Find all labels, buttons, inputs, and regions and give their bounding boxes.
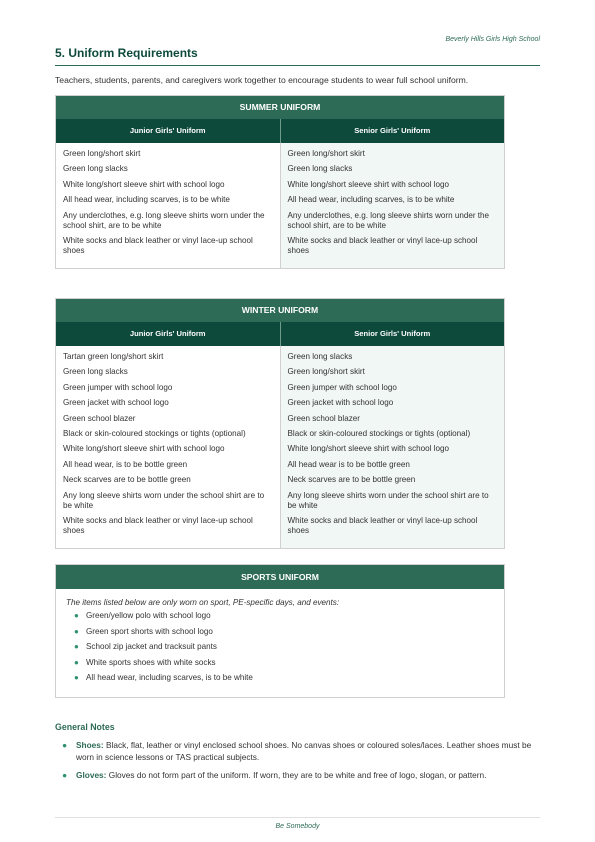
sports-intro: The items listed below are only worn on sport, PE-specific days, and events: bbox=[66, 598, 340, 607]
summer-senior-item: White socks and black leather or vinyl lace-up school shoes bbox=[287, 236, 478, 256]
winter-senior-item: Green long slacks bbox=[287, 352, 353, 361]
winter-junior-item: Tartan green long/short skirt bbox=[63, 352, 164, 361]
summer-senior-item: All head wear, including scarves, is to be white bbox=[287, 195, 455, 205]
winter-senior-item: All head wear is to be bottle green bbox=[287, 459, 410, 469]
winter-senior-item: Green jumper with school logo bbox=[287, 382, 397, 392]
bullet-icon: ● bbox=[62, 770, 68, 780]
winter-junior-heading: Junior Girls' Uniform bbox=[56, 322, 281, 346]
winter-junior-item: Green school blazer bbox=[63, 413, 136, 423]
section-title: 5. Uniform Requirements bbox=[55, 46, 198, 60]
winter-senior-item: Green long/short skirt bbox=[287, 367, 365, 377]
sports-item-list bbox=[56, 611, 504, 683]
sports-item-text: Green/yellow polo with school logo bbox=[86, 611, 211, 620]
winter-junior-item: All head wear, is to be bottle green bbox=[63, 459, 188, 469]
list-item bbox=[74, 627, 504, 637]
note-term: Gloves: bbox=[76, 770, 107, 780]
note-term: Shoes: bbox=[76, 740, 104, 750]
sports-uniform-title: SPORTS UNIFORM bbox=[56, 565, 504, 589]
winter-junior-item: White socks and black leather or vinyl lace-up school shoes bbox=[63, 516, 253, 536]
section-intro: Teachers, students, parents, and caregivers work together to encourage students to wear full school uniform. bbox=[55, 75, 469, 85]
list-item bbox=[74, 611, 504, 621]
winter-senior-item: Green jacket with school logo bbox=[287, 398, 394, 408]
summer-uniform-table bbox=[55, 95, 505, 269]
summer-junior-item: All head wear, including scarves, is to be white bbox=[63, 195, 230, 205]
list-item bbox=[74, 658, 504, 668]
sports-item-text: Green sport shorts with school logo bbox=[86, 626, 213, 636]
summer-column-headers bbox=[56, 119, 504, 143]
note-text: Gloves do not form part of the uniform. If worn, they are to be white and free of logo, slogan, or pattern. bbox=[106, 770, 487, 780]
winter-junior-item: Any long sleeve shirts worn under the school shirt are to be white bbox=[63, 490, 265, 510]
winter-senior-item: Neck scarves are to be bottle green bbox=[287, 475, 416, 485]
summer-junior-item: Green long slacks bbox=[63, 164, 128, 174]
footer-motto: Be Somebody bbox=[275, 823, 320, 830]
footer-divider bbox=[55, 817, 540, 818]
summer-junior-item: White long/short sleeve shirt with school logo bbox=[63, 179, 225, 189]
summer-senior-item: Green long/short skirt bbox=[287, 149, 365, 158]
winter-senior-item: Black or skin-coloured stockings or tights (optional) bbox=[287, 428, 471, 438]
winter-junior-item: Green long slacks bbox=[63, 367, 128, 377]
summer-junior-column bbox=[56, 143, 281, 268]
bullet-icon: ● bbox=[74, 673, 79, 682]
general-notes-heading: General Notes bbox=[55, 722, 115, 732]
sports-item-text: White sports shoes with white socks bbox=[86, 657, 216, 667]
summer-junior-item: White socks and black leather or vinyl lace-up school shoes bbox=[63, 236, 253, 256]
summer-senior-item: Any underclothes, e.g. long sleeve shirts worn under the school shirt, are to be white bbox=[287, 210, 490, 230]
winter-senior-column bbox=[281, 346, 505, 548]
winter-uniform-table bbox=[55, 298, 505, 549]
sports-uniform-table bbox=[55, 564, 505, 698]
winter-senior-heading: Senior Girls' Uniform bbox=[354, 329, 431, 338]
winter-junior-column bbox=[56, 346, 281, 548]
winter-junior-item: Neck scarves are to be bottle green bbox=[63, 475, 191, 485]
bullet-icon: ● bbox=[74, 611, 79, 620]
summer-senior-heading: Senior Girls' Uniform bbox=[354, 126, 431, 135]
winter-senior-item: White socks and black leather or vinyl lace-up school shoes bbox=[287, 516, 478, 536]
winter-junior-item: Green jacket with school logo bbox=[63, 398, 169, 408]
winter-senior-item: White long/short sleeve shirt with school logo bbox=[287, 444, 450, 454]
bullet-icon: ● bbox=[74, 626, 79, 636]
bullet-icon: ● bbox=[62, 740, 68, 750]
general-notes-list bbox=[62, 740, 540, 789]
winter-junior-item: Black or skin-coloured stockings or tights (optional) bbox=[63, 428, 246, 438]
list-item bbox=[74, 642, 504, 652]
winter-junior-item: White long/short sleeve shirt with school logo bbox=[63, 444, 225, 454]
winter-junior-item: Green jumper with school logo bbox=[63, 382, 173, 392]
summer-uniform-title: SUMMER UNIFORM bbox=[56, 96, 504, 119]
summer-junior-item: Any underclothes, e.g. long sleeve shirts worn under the school shirt, are to be white bbox=[63, 210, 265, 230]
bullet-icon: ● bbox=[74, 642, 79, 651]
summer-senior-column bbox=[281, 143, 505, 268]
summer-junior-heading: Junior Girls' Uniform bbox=[56, 119, 281, 143]
note-item-gloves bbox=[62, 770, 540, 782]
bullet-icon: ● bbox=[74, 657, 79, 667]
winter-senior-item: Any long sleeve shirts worn under the school shirt are to be white bbox=[287, 490, 489, 510]
list-item bbox=[74, 673, 504, 683]
summer-senior-item: White long/short sleeve shirt with school logo bbox=[287, 179, 450, 189]
winter-uniform-title: WINTER UNIFORM bbox=[56, 299, 504, 322]
school-name-header: Beverly Hills Girls High School bbox=[445, 36, 540, 43]
sports-item-text: All head wear, including scarves, is to be white bbox=[86, 673, 253, 682]
note-text: Black, flat, leather or vinyl enclosed school shoes. No canvas shoes or coloured soles/laces. Leather shoes must be worn in science lessons or TAS practical subjects. bbox=[76, 740, 532, 762]
winter-senior-item: Green school blazer bbox=[287, 413, 360, 423]
summer-junior-item: Green long/short skirt bbox=[63, 149, 141, 158]
summer-senior-item: Green long slacks bbox=[287, 164, 353, 174]
winter-column-headers bbox=[56, 322, 504, 346]
note-item-shoes bbox=[62, 740, 540, 763]
sports-item-text: School zip jacket and tracksuit pants bbox=[86, 642, 217, 651]
title-divider bbox=[55, 65, 540, 66]
